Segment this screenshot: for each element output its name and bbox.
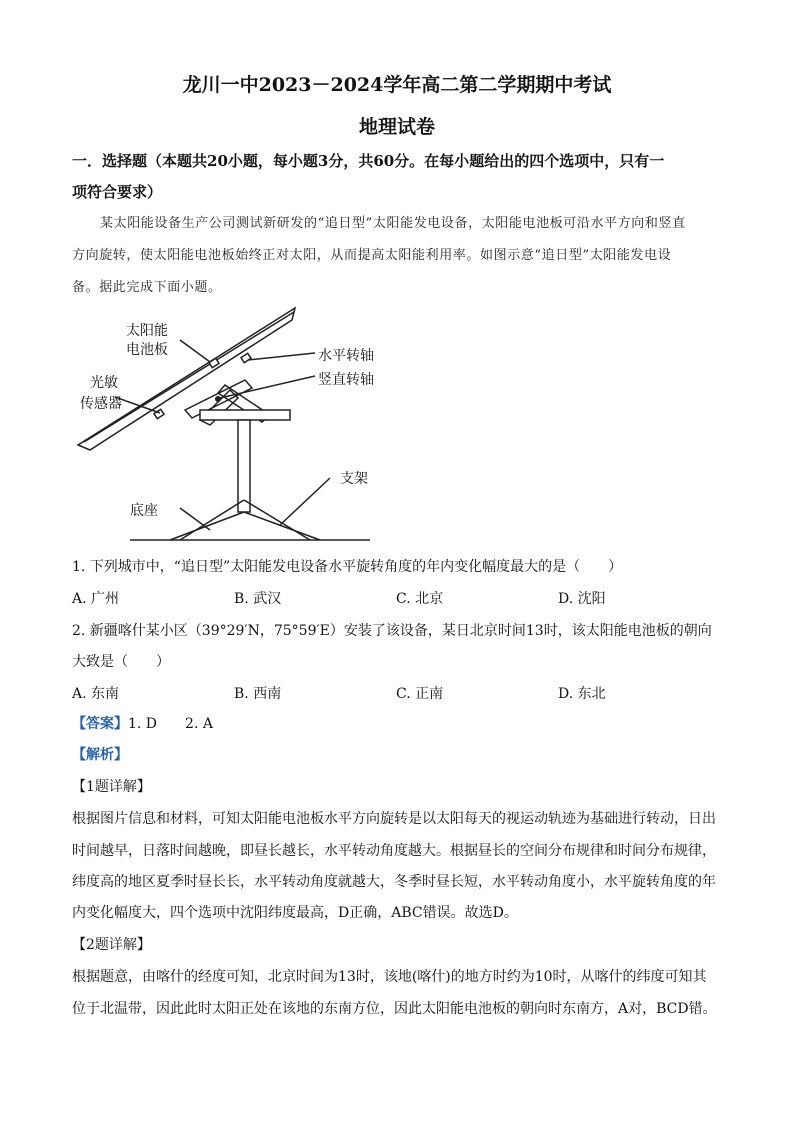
label-bracket: 支架: [340, 471, 368, 487]
section-heading: 一．选择题（本题共20小题，每小题3分，共60分。在每小题给出的四个选项中，只有一: [72, 152, 665, 170]
label-sensor-2: 传感器: [80, 396, 122, 412]
detail-2-heading: 【2题详解】: [72, 937, 151, 953]
question-1-stem: 1. 下列城市中，“追日型”太阳能发电设备水平旋转角度的年内变化幅度最大的是（ ）: [72, 559, 623, 575]
platform-shape: [200, 410, 290, 420]
detail-1-line: 内变化幅度大，四个选项中沈阳纬度最高，D正确，ABC错误。故选D。: [72, 905, 518, 921]
passage-line: 某太阳能设备生产公司测试新研发的“追日型”太阳能发电设备，太阳能电池板可沿水平方向和竖直: [100, 216, 686, 231]
answer-label: 【答案】: [72, 716, 128, 732]
analysis-label: 【解析】: [72, 747, 128, 763]
label-solar-panel-2: 电池板: [126, 342, 168, 358]
q2-option-a: A. 东南: [72, 686, 120, 702]
q2-option-c: C. 正南: [396, 686, 444, 702]
sensor-shape: [241, 353, 251, 362]
q1-option-c: C. 北京: [396, 591, 444, 607]
label-base: 底座: [130, 503, 158, 519]
question-2-stem: 2. 新疆喀什某小区（39°29′N，75°59′E）安装了该设备，某日北京时间13时，该太阳能电池板的朝向: [72, 623, 712, 639]
label-horizontal-axis: 水平转轴: [318, 348, 374, 364]
detail-1-line: 根据图片信息和材料，可知太阳能电池板水平方向旋转是以太阳每天的视运动轨迹为基础进行转动，日出: [72, 811, 716, 827]
q1-option-b: B. 武汉: [234, 591, 282, 607]
q2-option-b: B. 西南: [234, 686, 282, 702]
page-subtitle: 地理试卷: [358, 116, 435, 138]
detail-2-line: 位于北温带，因此此时太阳正处在该地的东南方位，因此太阳能电池板的朝向时东南方，A对，BCD错。: [72, 1001, 717, 1017]
label-solar-panel: 太阳能: [126, 323, 168, 339]
q2-option-d: D. 东北: [558, 686, 606, 702]
detail-2-line: 根据题意，由喀什的经度可知，北京时间为13时，该地(喀什)的地方时约为10时，从喀什的纬度可知其: [72, 969, 707, 985]
page-title: 龙川一中2023－2024学年高二第二学期期中考试: [182, 74, 612, 96]
label-sensor: 光敏: [90, 375, 118, 391]
section-heading-cont: 项符合要求）: [72, 183, 163, 201]
answer-values: 1. D 2. A: [128, 716, 213, 732]
detail-1-heading: 【1题详解】: [72, 779, 151, 795]
q1-option-a: A. 广州: [72, 591, 120, 607]
question-2-stem-cont: 大致是（ ）: [72, 654, 170, 670]
label-vertical-axis: 竖直转轴: [318, 372, 374, 388]
detail-1-line: 时间越早，日落时间越晚，即昼长越长，水平转动角度越大。根据昼长的空间分布规律和时间分布规律，: [72, 843, 716, 859]
solar-tracker-diagram: [70, 300, 400, 545]
passage-line: 方向旋转，使太阳能电池板始终正对太阳，从而提高太阳能利用率。如图示意“追日型”太阳能发电设: [72, 248, 672, 263]
passage-line: 备。据此完成下面小题。: [72, 280, 222, 295]
detail-1-line: 纬度高的地区夏季时昼长长，水平转动角度就越大，冬季时昼长短，水平转动角度小，水平旋转角度的年: [72, 874, 716, 890]
answer-row: [72, 713, 213, 733]
q1-option-d: D. 沈阳: [558, 591, 606, 607]
pole-shape: [238, 420, 250, 512]
